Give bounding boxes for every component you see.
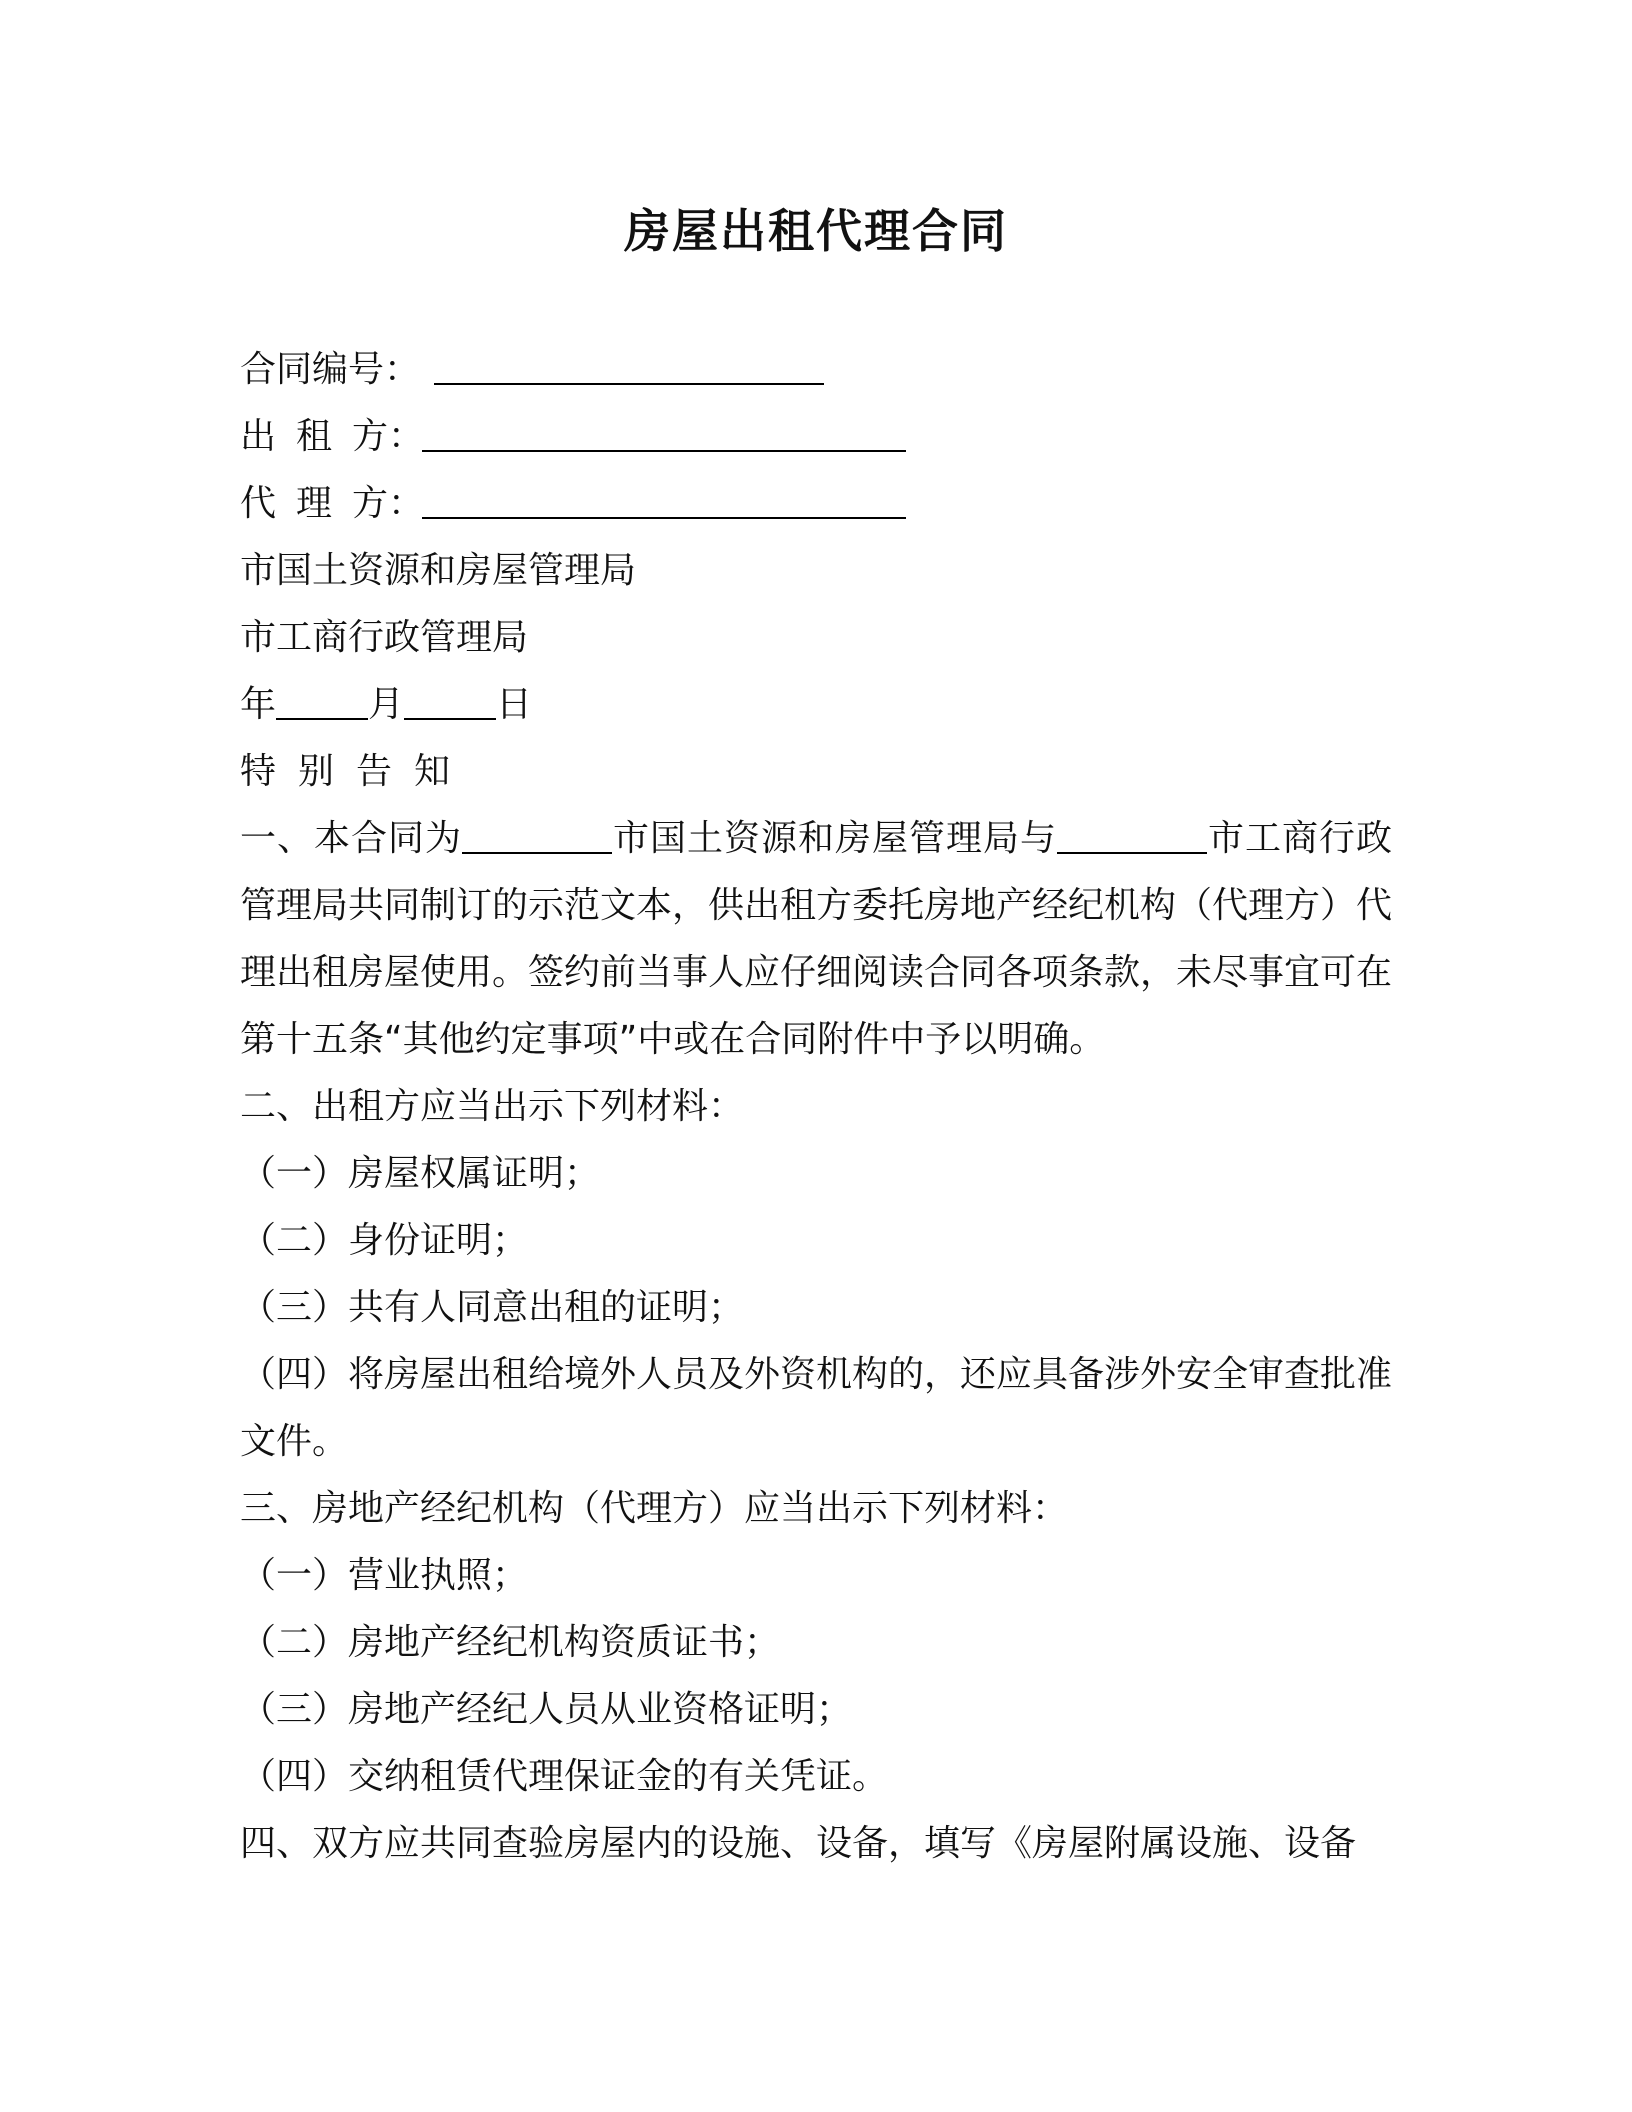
section-2-item: （一）房屋权属证明； <box>240 1153 601 1194</box>
section-1-city-blank-1[interactable] <box>462 808 612 854</box>
section-1-paragraph <box>240 805 1392 1073</box>
contract-number-blank[interactable] <box>434 339 824 385</box>
section-3-item: （一）营业执照； <box>240 1555 529 1596</box>
contract-number-line <box>240 336 1392 403</box>
agent-line <box>240 470 1392 537</box>
lessor-label: 出 租 方： <box>240 416 425 457</box>
date-line <box>240 671 1392 738</box>
date-month-label: 月 <box>368 684 405 725</box>
section-3-heading: 三、房地产经纪机构（代理方）应当出示下列材料： <box>240 1488 1069 1529</box>
contract-number-label: 合同编号： <box>240 349 421 390</box>
section-2-item: （二）身份证明； <box>240 1220 529 1261</box>
section-1-part-c: 市工商行政管理局共同制订的示范文本，供出租方委托房地产经纪机构（代理方）代理出租房屋使用。签约前当事人应仔细阅读合同各项条款，未尽事宜可在第十五条“其他约定事项”中或在合同附件中予以明确。 <box>240 818 1393 1060</box>
notice-heading: 特别告知 <box>240 751 473 792</box>
lessor-blank[interactable] <box>422 406 906 452</box>
section-2-item: （三）共有人同意出租的证明； <box>240 1287 745 1328</box>
date-month-blank[interactable] <box>276 674 368 720</box>
date-year-label: 年 <box>240 684 277 725</box>
agent-blank[interactable] <box>422 473 906 519</box>
date-day-label: 日 <box>496 684 533 725</box>
section-3-item: （四）交纳租赁代理保证金的有关凭证。 <box>240 1756 889 1797</box>
section-2-heading: 二、出租方应当出示下列材料： <box>240 1086 745 1127</box>
section-3-item: （三）房地产经纪人员从业资格证明； <box>240 1689 853 1730</box>
section-1-part-b: 市国土资源和房屋管理局与 <box>612 818 1057 859</box>
document-title: 房屋出租代理合同 <box>624 204 1008 258</box>
authority-line-1: 市国土资源和房屋管理局 <box>240 550 637 591</box>
section-4-paragraph: 四、双方应共同查验房屋内的设施、设备，填写《房屋附属设施、设备 <box>240 1823 1357 1864</box>
section-1-part-a: 一、本合同为 <box>240 818 462 859</box>
section-1-city-blank-2[interactable] <box>1057 808 1207 854</box>
authority-line-2: 市工商行政管理局 <box>240 617 529 658</box>
section-2-item: （四）将房屋出租给境外人员及外资机构的，还应具备涉外安全审查批准文件。 <box>240 1354 1393 1462</box>
section-3-item: （二）房地产经纪机构资质证书； <box>240 1622 781 1663</box>
lessor-line <box>240 403 1392 470</box>
agent-label: 代 理 方： <box>240 483 425 524</box>
date-day-blank[interactable] <box>404 674 496 720</box>
document-body <box>240 336 1392 1877</box>
